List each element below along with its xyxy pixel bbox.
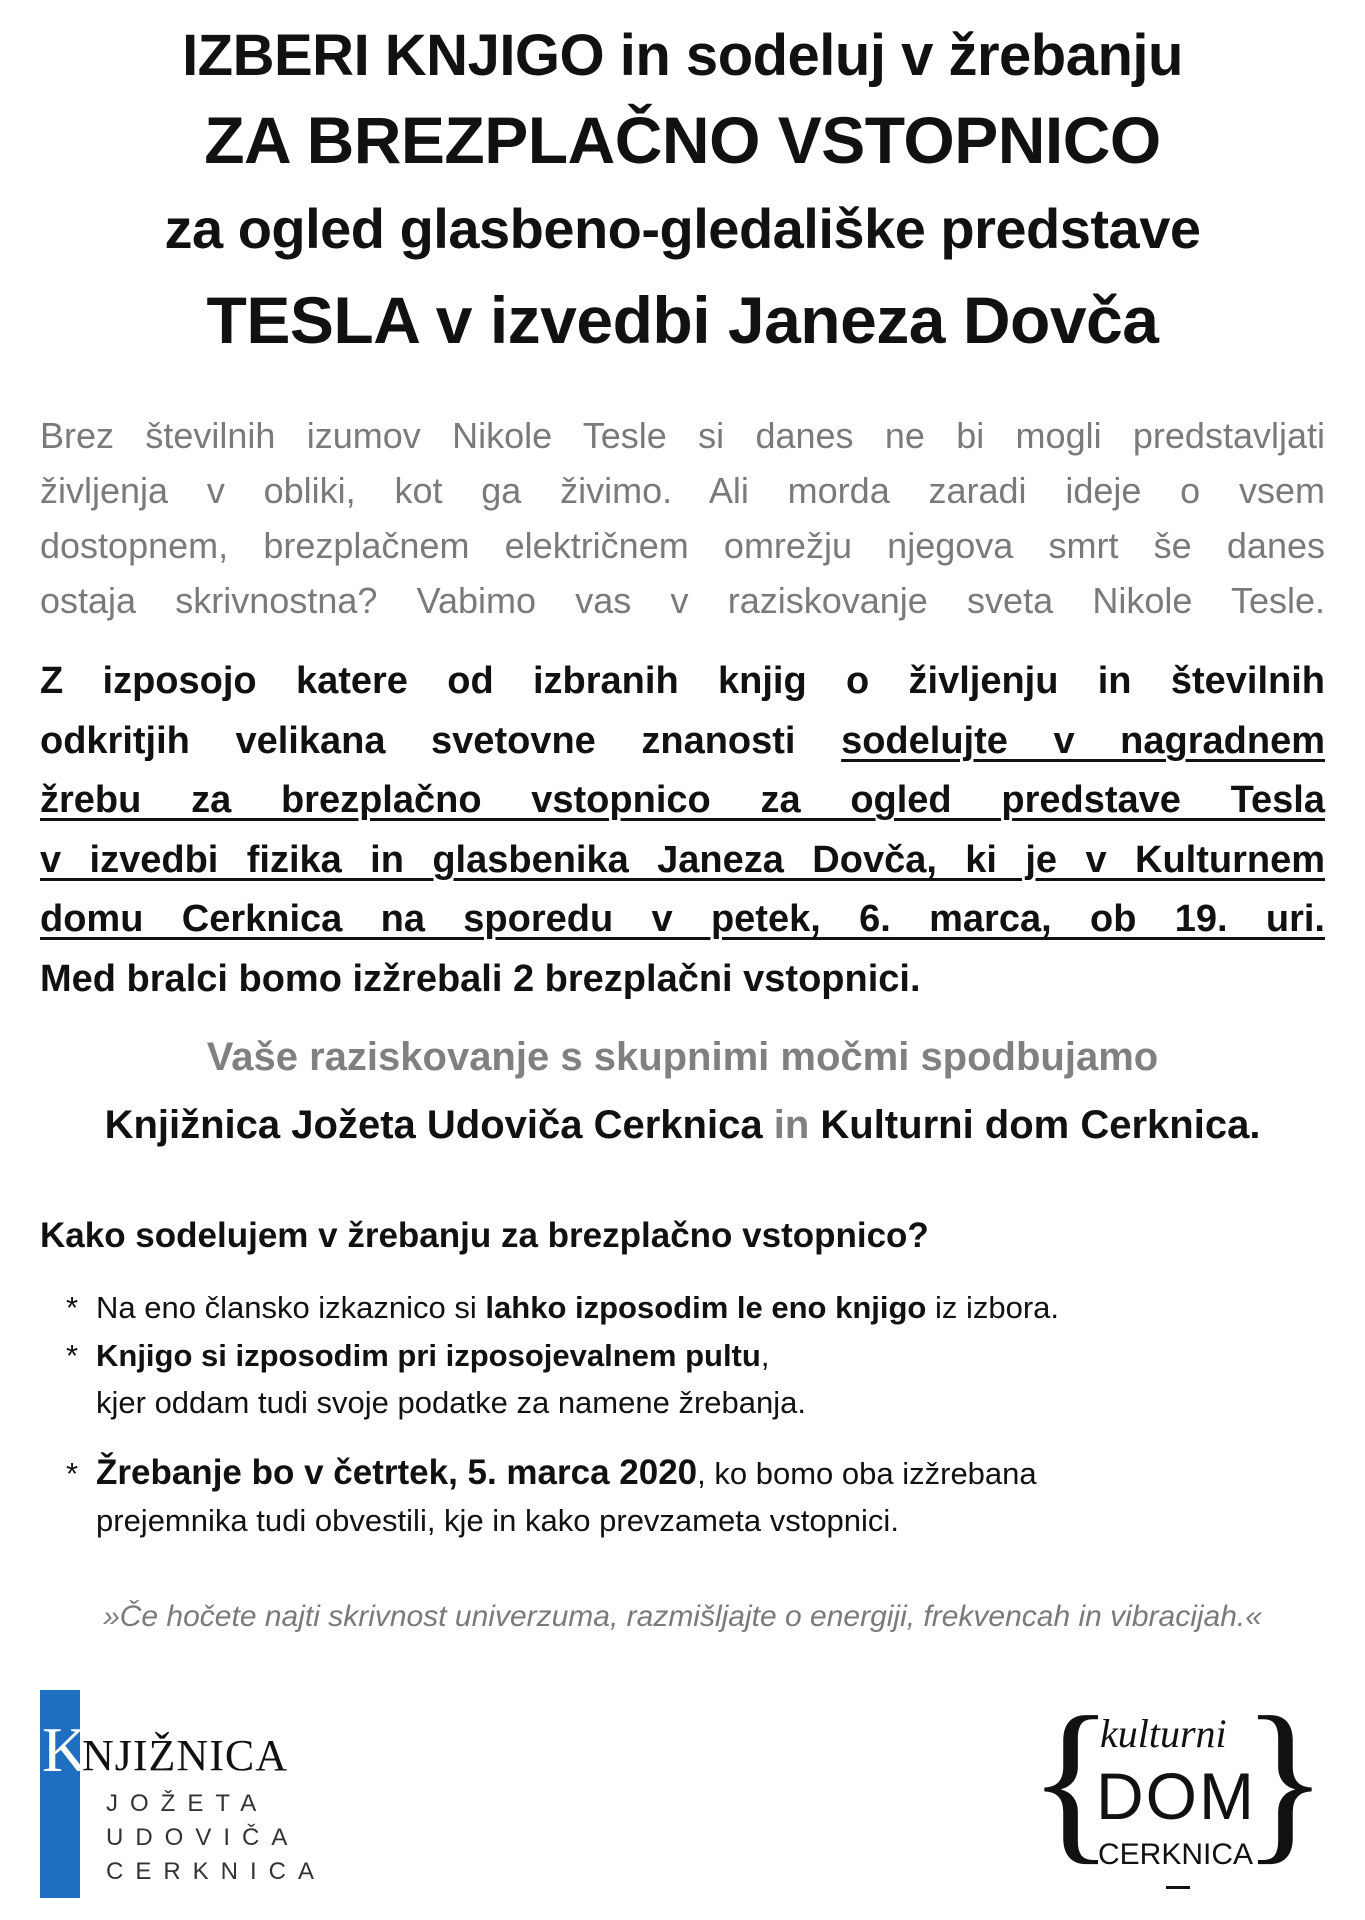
main-line: domu Cerknica na sporedu v petek, 6. marca, ob 19. uri. [40,898,1325,940]
intro-line: Brez številnih izumov Nikole Tesle si danes ne bi mogli predstavljati [40,415,1325,456]
rule-item [66,1332,806,1426]
rule-text: iz izbora. [934,1290,1060,1325]
rule-item [66,1284,1059,1331]
title-line-4: TESLA v izvedbi Janeza Dovča [206,283,1159,357]
left-brace: { [1028,1680,1115,1879]
main-line: Med bralci bomo izžrebali 2 brezplačni vstopnici. [40,957,921,1000]
rule-text: prejemnika tudi obvestili, kje in kako prevzameta vstopnici. [96,1503,899,1538]
tesla-quote: »Če hočete najti skrivnost univerzuma, razmišljajte o energiji, frekvencah in vibracijah.« [103,1600,1262,1633]
logo-subline: UDOVIČA [106,1824,300,1851]
organizers-line [0,1103,1365,1148]
logo-letter: K [42,1714,89,1785]
main-line: Z izposojo katere od izbranih knjig o življenju in številnih [40,660,1325,702]
rule-bold: Žrebanje bo v četrtek, 5. marca 2020 [96,1453,698,1492]
logo-dash [1166,1886,1190,1889]
library-name: Knjižnica Jožeta Udoviča Cerknica [104,1103,763,1147]
main-text: odkritjih velikana svetovne znanosti [40,719,796,762]
main-line: v izvedbi fizika in glasbenika Janeza Dovča, ki je v Kulturnem [40,838,1325,881]
culture-house-logo [1028,1680,1328,1900]
intro-line: življenja v obliki, kot ga živimo. Ali morda zaradi ideje o vsem [40,470,1325,511]
rule-item [66,1449,1037,1544]
rule-bold: lahko izposodim le eno knjigo [485,1290,927,1325]
title-line-2: ZA BREZPLAČNO VSTOPNICO [204,103,1161,177]
intro-line: ostaja skrivnostna? Vabimo vas v raziskovanje sveta Nikole Tesle. [40,580,1325,621]
rule-text: , [760,1338,770,1373]
intro-line: dostopnem, brezplačnem električnem omrežju njegova smrt še danes [40,525,1325,566]
main-line [40,712,1325,772]
asterisk-bullet: * [66,1290,79,1325]
conjunction: in [773,1103,810,1147]
rule-text: kjer oddam tudi svoje podatke za namene žrebanja. [96,1385,806,1420]
library-logo [40,1690,327,1900]
logo-subline: JOŽETA [106,1790,269,1817]
logo-dom: DOM [1096,1759,1256,1833]
main-paragraph [40,652,1325,1009]
how-to-question: Kako sodelujem v žrebanju za brezplačno vstopnico? [40,1216,929,1255]
underlined-text: sodelujte v nagradnem [841,719,1326,762]
main-line: žrebu za brezplačno vstopnico za ogled predstave Tesla [40,779,1325,821]
rule-bold: Knjigo si izposodim pri izposojevalnem pultu [96,1338,761,1373]
title-line-3: za ogled glasbeno-gledališke predstave [164,197,1201,260]
logo-kulturni: kulturni [1100,1711,1227,1756]
culture-house-name: Kulturni dom Cerknica. [820,1103,1261,1147]
right-brace: } [1241,1680,1328,1879]
rule-text: Na eno člansko izkaznico si [96,1290,477,1325]
intro-paragraph [40,408,1325,628]
logo-name: NJIŽNICA [82,1731,288,1780]
title-line-1: IZBERI KNJIGO in sodeluj v žrebanju [182,23,1183,88]
rule-text: , ko bomo oba izžrebana [697,1456,1037,1491]
logo-cerknica: CERKNICA [1098,1838,1254,1871]
support-line: Vaše raziskovanje s skupnimi močmi spodbujamo [206,1035,1159,1079]
asterisk-bullet: * [66,1456,79,1491]
asterisk-bullet: * [66,1338,79,1373]
logo-subline: CERKNICA [106,1858,327,1885]
